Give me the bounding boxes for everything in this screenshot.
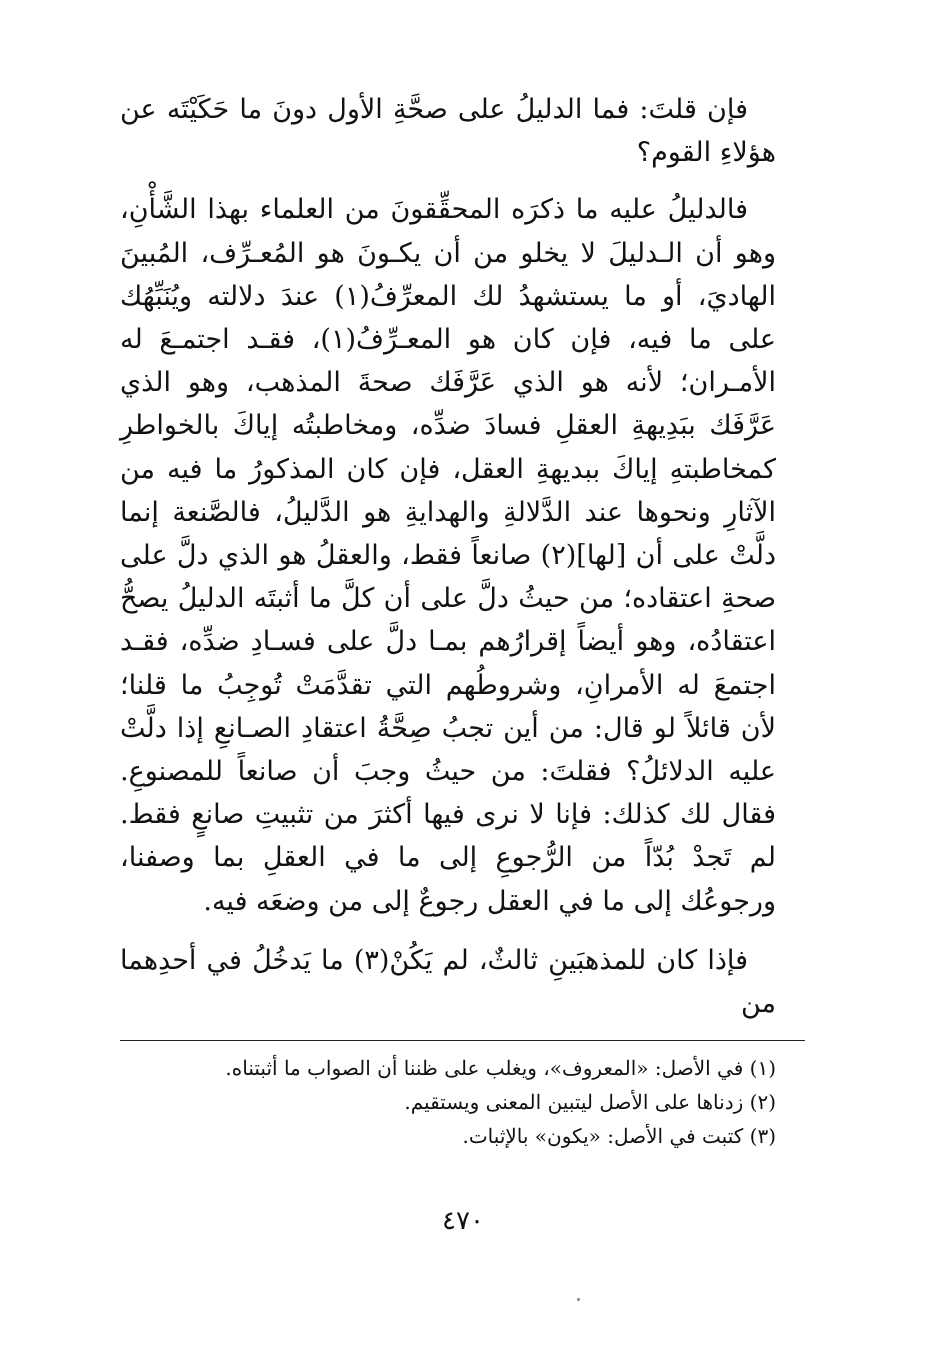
paragraph-answer: فالدليلُ عليه ما ذكرَه المحقِّقونَ من العلماء بهذا الشَّأْنِ، وهو أن الـدليلَ لا يخلو من أن يكـونَ هو المُعـرِّف، المُبينَ الهاديَ، أو ما يستشهدُ لك المعرِّفُ(١) عندَ دلالته ويُنَبِّهُك على ما فيه، فإن كان هو المعـرِّفُ(١)، فقـد اجتمـعَ له الأمـران؛ لأنه هو الذي عَرَّفَك صحةَ المذهب، وهو الذي عَرَّفَك ببَدِيهةِ العقلِ فسادَ ضدِّه، ومخاطبتُه إياكَ بالخواطرِ كمخاطبتهِ إياكَ ببديهةِ العقل، فإن كان المذكورُ ما فيه من الآثارِ ونحوها عند الدَّلالةِ والهدايةِ هو الدَّليلُ، فالصَّنعة إنما دلَّتْ على أن [لها](٢) صانعاً فقط، والعقلُ هو الذي دلَّ على صحةِ اعتقاده؛ من حيثُ دلَّ على أن كلَّ ما أثبتَه الدليلُ يصحُّ اعتقادُه، وهو أيضاً إقرارُهم بمـا دلَّ على فسـادِ ضدِّه، فقـد اجتمعَ له الأمرانِ، وشروطُهم التي تقدَّمَتْ تُوجِبُ ما قلنا؛ لأن قائلاً لو قال: من أين تجبُ صِحَّةُ اعتقادِ الصـانعِ إذا دلَّتْ عليه الدلائلُ؟ فقلتَ: من حيثُ وجبَ أن صانعاً للمصنوعِ. فقال لك كذلك: فإنا لا نرى فيها أكثرَ من تثبيتِ صانعٍ فقط. لم تَجدْ بُدّاً من الرُّجوعِ إلى ما في العقلِ بما وصفنا، ورجوعُك إلى ما في العقل رجوعٌ إلى من وضعَه فيه. [120, 194, 776, 917]
footnotes [120, 1051, 776, 1153]
footnote-1: (١) في الأصل: «المعروف»، ويغلب على ظننا أن الصواب ما أثبتناه. [225, 1056, 776, 1081]
page-number: ٤٧٠ [442, 1206, 484, 1236]
paragraph-question: فإن قلتَ: فما الدليلُ على صحَّةِ الأول دونَ ما حَكَيْتَه عن هؤلاءِ القوم؟ [120, 94, 776, 169]
scan-speck [577, 1298, 580, 1301]
paragraph-continuation: فإذا كان للمذهبَينِ ثالثٌ، لم يَكُنْ(٣) ما يَدخُلُ في أحدِهما من [120, 944, 776, 1020]
footnote-3: (٣) كتبت في الأصل: «يكون» بالإثبات. [462, 1124, 776, 1149]
main-text [120, 88, 776, 1025]
footnote-divider [120, 1040, 805, 1041]
footnote-2: (٢) زدناها على الأصل ليتبين المعنى ويستقيم. [404, 1090, 776, 1115]
